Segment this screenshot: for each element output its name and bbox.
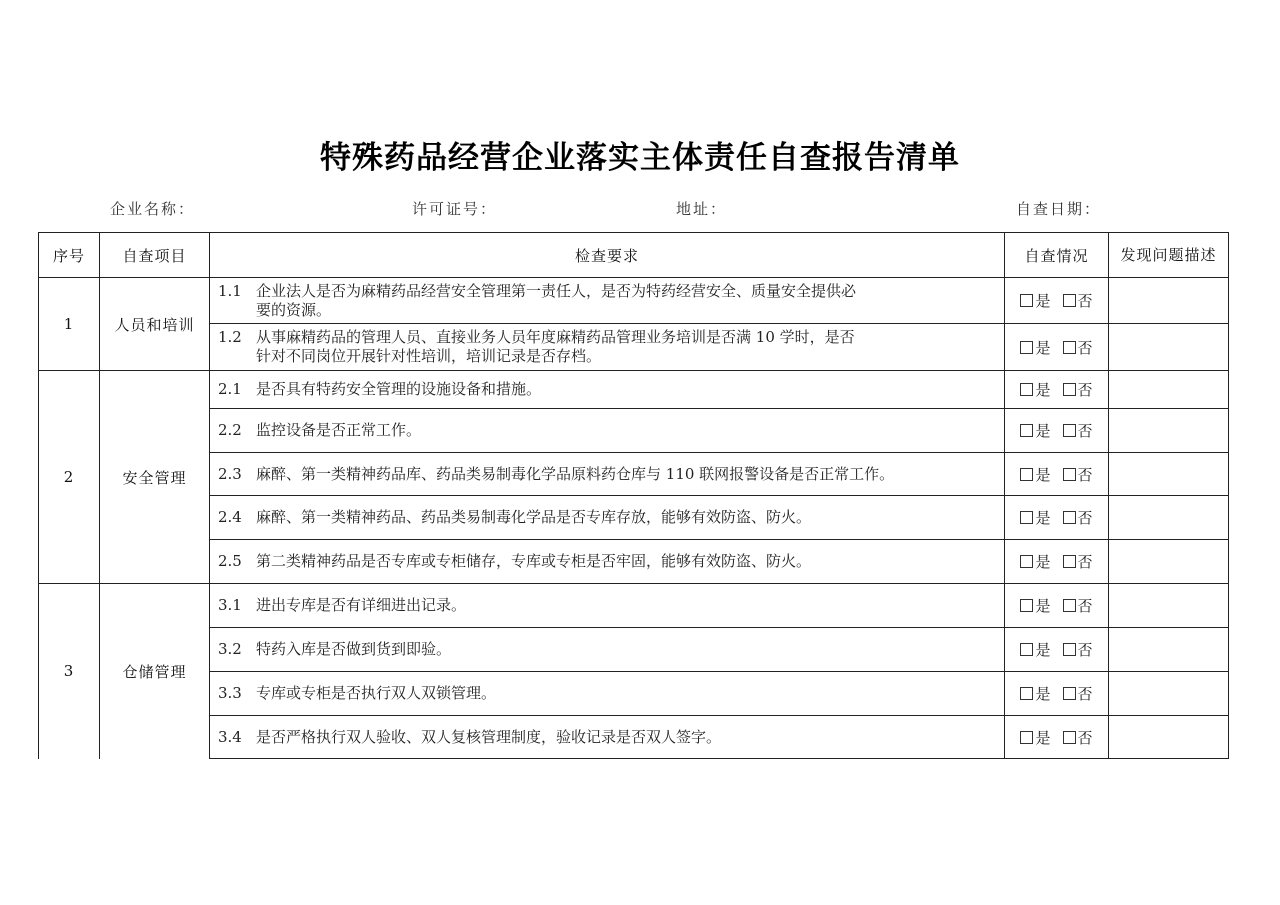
- requirement-number: 2.4: [218, 508, 242, 526]
- checkbox-yes[interactable]: [1020, 643, 1033, 656]
- issue-description-cell[interactable]: [1109, 453, 1229, 496]
- checkbox-no[interactable]: [1063, 294, 1076, 307]
- checkbox-yes-label: 是: [1035, 338, 1051, 357]
- table-row: [39, 584, 1229, 628]
- requirement-number: 2.1: [218, 380, 242, 398]
- table-row: [39, 371, 1229, 409]
- checkbox-yes[interactable]: [1020, 424, 1033, 437]
- checkbox-yes-label: 是: [1035, 728, 1051, 747]
- status-cell: [1005, 672, 1109, 716]
- header-requirement: 检查要求: [210, 233, 1005, 278]
- table-row: [39, 672, 1229, 716]
- requirement-text: 监控设备是否正常工作。: [256, 421, 422, 439]
- checkbox-no-label: 否: [1077, 422, 1093, 440]
- status-cell: [1005, 278, 1109, 324]
- requirement-number: 3.2: [218, 640, 242, 658]
- checkbox-yes-label: 是: [1035, 381, 1051, 399]
- requirement-cell: [210, 409, 1005, 453]
- header-no: 序号: [39, 233, 100, 278]
- checkbox-no[interactable]: [1063, 424, 1076, 437]
- header-row: [39, 233, 1229, 278]
- checkbox-no-label: 否: [1077, 597, 1093, 615]
- checkbox-no[interactable]: [1063, 468, 1076, 481]
- table-row: [39, 628, 1229, 672]
- checkbox-yes-label: 是: [1035, 422, 1051, 440]
- checkbox-yes[interactable]: [1020, 599, 1033, 612]
- checkbox-no[interactable]: [1063, 687, 1076, 700]
- checkbox-yes[interactable]: [1020, 511, 1033, 524]
- table-row: [39, 278, 1229, 324]
- requirement-cell: [210, 496, 1005, 540]
- requirement-cell: [210, 278, 1005, 324]
- issue-description-cell[interactable]: [1109, 540, 1229, 584]
- checkbox-yes[interactable]: [1020, 555, 1033, 568]
- requirement-number: 1.2: [218, 328, 242, 346]
- checkbox-yes-label: 是: [1035, 553, 1051, 571]
- checkbox-no-label: 否: [1077, 641, 1093, 659]
- requirement-text: 企业法人是否为麻精药品经营安全管理第一责任人，是否为特药经营安全、质量安全提供必: [256, 281, 857, 300]
- status-cell: [1005, 324, 1109, 371]
- requirement-cell: [210, 371, 1005, 409]
- requirement-text-continued: 要的资源。: [256, 300, 332, 319]
- group-number: 3: [39, 584, 100, 759]
- requirement-cell: [210, 716, 1005, 759]
- status-cell: [1005, 453, 1109, 496]
- requirement-text: 从事麻精药品的管理人员、直接业务人员年度麻精药品管理业务培训是否满 10 学时，是否: [256, 328, 855, 346]
- issue-description-cell[interactable]: [1109, 278, 1229, 324]
- checkbox-yes-label: 是: [1035, 685, 1051, 703]
- issue-description-cell[interactable]: [1109, 672, 1229, 716]
- issue-description-cell[interactable]: [1109, 371, 1229, 409]
- requirement-text: 特药入库是否做到货到即验。: [256, 640, 452, 658]
- requirement-number: 2.3: [218, 464, 242, 483]
- checkbox-yes[interactable]: [1020, 468, 1033, 481]
- checkbox-yes[interactable]: [1020, 294, 1033, 307]
- group-item: 仓储管理: [100, 584, 210, 759]
- requirement-number: 2.5: [218, 552, 242, 570]
- checkbox-yes-label: 是: [1035, 465, 1051, 484]
- requirement-number: 1.1: [218, 281, 242, 300]
- requirement-cell: [210, 324, 1005, 371]
- requirement-text: 麻醉、第一类精神药品、药品类易制毒化学品是否专库存放，能够有效防盗、防火。: [256, 508, 812, 526]
- checkbox-yes-label: 是: [1035, 597, 1051, 615]
- checkbox-no-label: 否: [1077, 553, 1093, 571]
- checkbox-no-label: 否: [1077, 728, 1093, 747]
- checkbox-no-label: 否: [1077, 381, 1093, 399]
- requirement-text: 是否严格执行双人验收、双人复核管理制度，验收记录是否双人签字。: [256, 727, 722, 746]
- checklist-table: [38, 232, 1229, 759]
- issue-description-cell[interactable]: [1109, 496, 1229, 540]
- checkbox-no[interactable]: [1063, 555, 1076, 568]
- header-item: 自查项目: [100, 233, 210, 278]
- group-number: 1: [39, 278, 100, 371]
- checkbox-no-label: 否: [1077, 338, 1093, 357]
- checkbox-yes-label: 是: [1035, 292, 1051, 310]
- checkbox-no-label: 否: [1077, 509, 1093, 527]
- status-cell: [1005, 409, 1109, 453]
- table-row: [39, 324, 1229, 371]
- requirement-cell: [210, 453, 1005, 496]
- license-number-label: 许可证号：: [412, 200, 498, 218]
- requirement-text: 麻醉、第一类精神药品库、药品类易制毒化学品原料药仓库与 110 联网报警设备是否正常工作。: [256, 464, 895, 483]
- company-name-label: 企业名称：: [110, 200, 196, 218]
- checkbox-no[interactable]: [1063, 341, 1076, 354]
- check-date-label: 自查日期：: [1016, 200, 1102, 218]
- requirement-number: 2.2: [218, 421, 242, 439]
- requirement-cell: [210, 672, 1005, 716]
- page-title: 特殊药品经营企业落实主体责任自查报告清单: [320, 140, 960, 176]
- requirement-number: 3.1: [218, 596, 242, 614]
- checkbox-no[interactable]: [1063, 731, 1076, 744]
- checkbox-no[interactable]: [1063, 599, 1076, 612]
- group-item: 安全管理: [100, 371, 210, 584]
- checkbox-no[interactable]: [1063, 511, 1076, 524]
- issue-description-cell[interactable]: [1109, 409, 1229, 453]
- address-label: 地址：: [676, 200, 728, 218]
- requirement-cell: [210, 628, 1005, 672]
- requirement-number: 3.3: [218, 684, 242, 702]
- group-item: 人员和培训: [100, 278, 210, 371]
- status-cell: [1005, 628, 1109, 672]
- requirement-cell: [210, 584, 1005, 628]
- header-status: 自查情况: [1005, 233, 1109, 278]
- status-cell: [1005, 716, 1109, 759]
- table-row: [39, 409, 1229, 453]
- checkbox-yes[interactable]: [1020, 341, 1033, 354]
- requirement-text: 第二类精神药品是否专库或专柜储存，专库或专柜是否牢固，能够有效防盗、防火。: [256, 552, 812, 570]
- requirement-text: 是否具有特药安全管理的设施设备和措施。: [256, 380, 542, 398]
- requirement-text: 专库或专柜是否执行双人双锁管理。: [256, 684, 497, 702]
- status-cell: [1005, 584, 1109, 628]
- issue-description-cell[interactable]: [1109, 628, 1229, 672]
- header-issue: 发现问题描述: [1109, 233, 1229, 278]
- table-row: [39, 540, 1229, 584]
- checkbox-no-label: 否: [1077, 465, 1093, 484]
- table-row: [39, 496, 1229, 540]
- requirement-number: 3.4: [218, 727, 242, 746]
- requirement-text: 进出专库是否有详细进出记录。: [256, 596, 467, 614]
- checkbox-yes[interactable]: [1020, 687, 1033, 700]
- issue-description-cell[interactable]: [1109, 716, 1229, 759]
- group-number: 2: [39, 371, 100, 584]
- checkbox-yes-label: 是: [1035, 641, 1051, 659]
- checkbox-no[interactable]: [1063, 383, 1076, 396]
- status-cell: [1005, 371, 1109, 409]
- status-cell: [1005, 496, 1109, 540]
- issue-description-cell[interactable]: [1109, 584, 1229, 628]
- checkbox-yes-label: 是: [1035, 509, 1051, 527]
- requirement-text-continued: 针对不同岗位开展针对性培训，培训记录是否存档。: [256, 347, 602, 365]
- table-row: [39, 453, 1229, 496]
- checkbox-yes[interactable]: [1020, 383, 1033, 396]
- checkbox-no[interactable]: [1063, 643, 1076, 656]
- checkbox-no-label: 否: [1077, 685, 1093, 703]
- requirement-cell: [210, 540, 1005, 584]
- table-row: [39, 716, 1229, 759]
- checkbox-yes[interactable]: [1020, 731, 1033, 744]
- checkbox-no-label: 否: [1077, 292, 1093, 310]
- status-cell: [1005, 540, 1109, 584]
- issue-description-cell[interactable]: [1109, 324, 1229, 371]
